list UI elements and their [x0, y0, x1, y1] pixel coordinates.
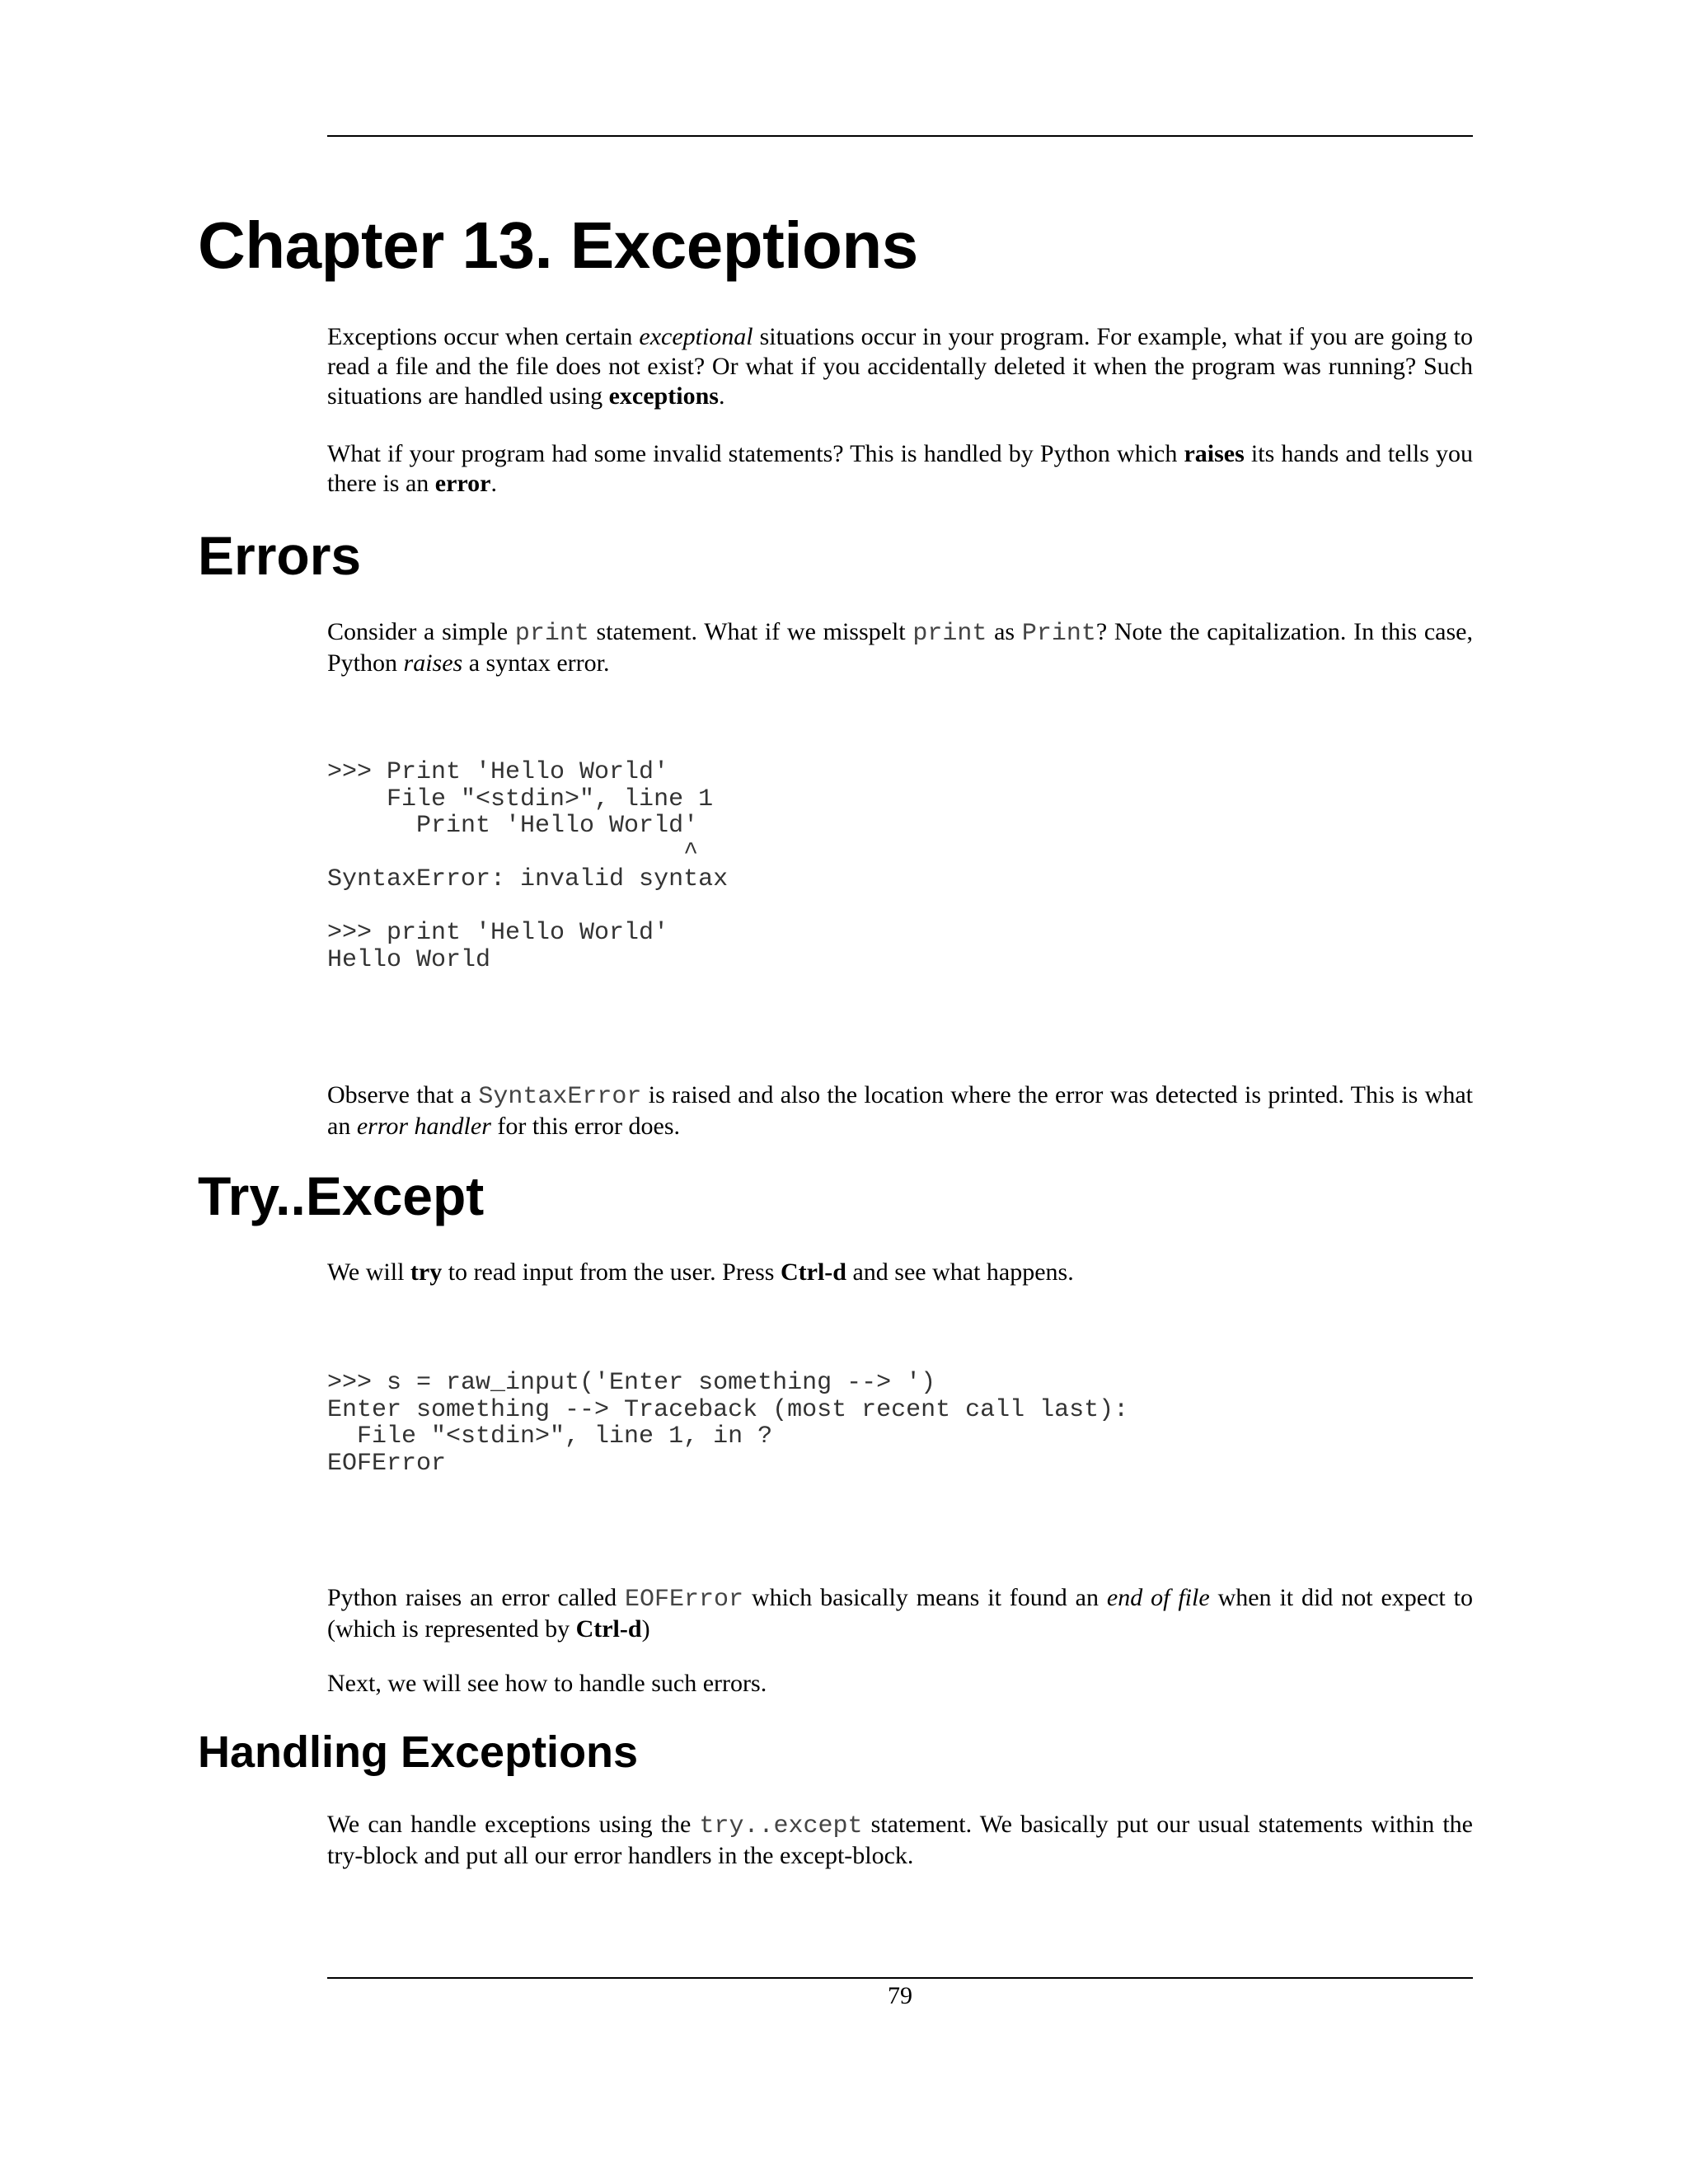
- strong-text: error: [434, 470, 491, 497]
- strong-text: exceptions: [608, 382, 719, 410]
- text-run: Exceptions occur when certain: [327, 323, 640, 350]
- emphasis-text: exceptional: [639, 323, 753, 350]
- code-block-eof-error: >>> s = raw_input('Enter something --> ') Enter something --> Traceback (most recent call last): File "<stdin>", line 1, in ? EOFError: [327, 1369, 1129, 1478]
- text-run: Python raises an error called: [327, 1584, 626, 1611]
- inline-code: EOFError: [625, 1586, 744, 1614]
- strong-text: raises: [1184, 440, 1245, 467]
- text-run: statement. What if we misspelt: [588, 618, 913, 645]
- text-run: statement. We basically put our usual statements within the try-block and put all our error handlers in the except-block.: [327, 1811, 1473, 1869]
- strong-text: Ctrl-d: [780, 1258, 846, 1286]
- text-run: ): [641, 1615, 650, 1643]
- header-rule: [327, 135, 1473, 137]
- strong-text: try: [410, 1258, 443, 1286]
- intro-paragraph-1: [327, 322, 1473, 411]
- section-heading-try-except: Try..Except: [198, 1165, 485, 1226]
- inline-code: print: [912, 620, 987, 648]
- text-run: for this error does.: [490, 1113, 680, 1140]
- section-heading-handling-exceptions: Handling Exceptions: [198, 1727, 639, 1777]
- intro-paragraph-2: [327, 439, 1473, 499]
- text-run: as: [987, 618, 1022, 645]
- inline-code: print: [514, 620, 589, 648]
- text-run: to read input from the user. Press: [442, 1258, 781, 1286]
- text-run: .: [718, 382, 725, 410]
- text-run: We will: [327, 1258, 410, 1286]
- text-run: and see what happens.: [846, 1258, 1074, 1286]
- inline-code: Print: [1021, 620, 1096, 648]
- text-run: a syntax error.: [462, 649, 610, 677]
- text-run: when it did not expect to (which is represented by: [327, 1584, 1473, 1643]
- text-run: situations occur in your program. For example, what if you are going to read a file and the file does not exist? Or what if you accidentally deleted it when the program was running? Such situations are handled using: [327, 323, 1473, 410]
- text-run: Observe that a: [327, 1081, 479, 1108]
- chapter-title: Chapter 13. Exceptions: [198, 209, 918, 282]
- text-run: ? Note the capitalization. In this case, Python: [327, 618, 1473, 677]
- text-run: What if your program had some invalid statements? This is handled by Python which: [327, 440, 1184, 467]
- errors-paragraph-1: [327, 617, 1473, 678]
- text-run: is raised and also the location where the error was detected is printed. This is what an: [327, 1081, 1474, 1140]
- emphasis-text: error handler: [356, 1113, 491, 1140]
- inline-code: SyntaxError: [478, 1083, 642, 1111]
- inline-code: try..except: [699, 1812, 863, 1840]
- footer-rule: [327, 1977, 1473, 1979]
- text-run: its hands and tells you there is an: [327, 440, 1473, 497]
- text-run: .: [490, 470, 498, 497]
- emphasis-text: raises: [403, 649, 463, 677]
- emphasis-text: end of file: [1106, 1584, 1210, 1611]
- text-run: which basically means it found an: [743, 1584, 1107, 1611]
- try-except-paragraph-1: [327, 1258, 1473, 1287]
- text-run: Consider a simple: [327, 618, 515, 645]
- try-except-paragraph-2: [327, 1583, 1473, 1644]
- handling-paragraph-1: [327, 1810, 1473, 1871]
- text-run: We can handle exceptions using the: [327, 1811, 700, 1838]
- code-block-syntax-error: >>> Print 'Hello World' File "<stdin>", line 1 Print 'Hello World' ^ SyntaxError: invalid syntax >>> print 'Hello World' Hello World: [327, 758, 729, 974]
- errors-paragraph-2: [327, 1080, 1473, 1141]
- page-number: 79: [888, 1982, 912, 2009]
- section-heading-errors: Errors: [198, 525, 362, 586]
- try-except-paragraph-3: Next, we will see how to handle such errors.: [327, 1670, 767, 1697]
- strong-text: Ctrl-d: [575, 1615, 642, 1643]
